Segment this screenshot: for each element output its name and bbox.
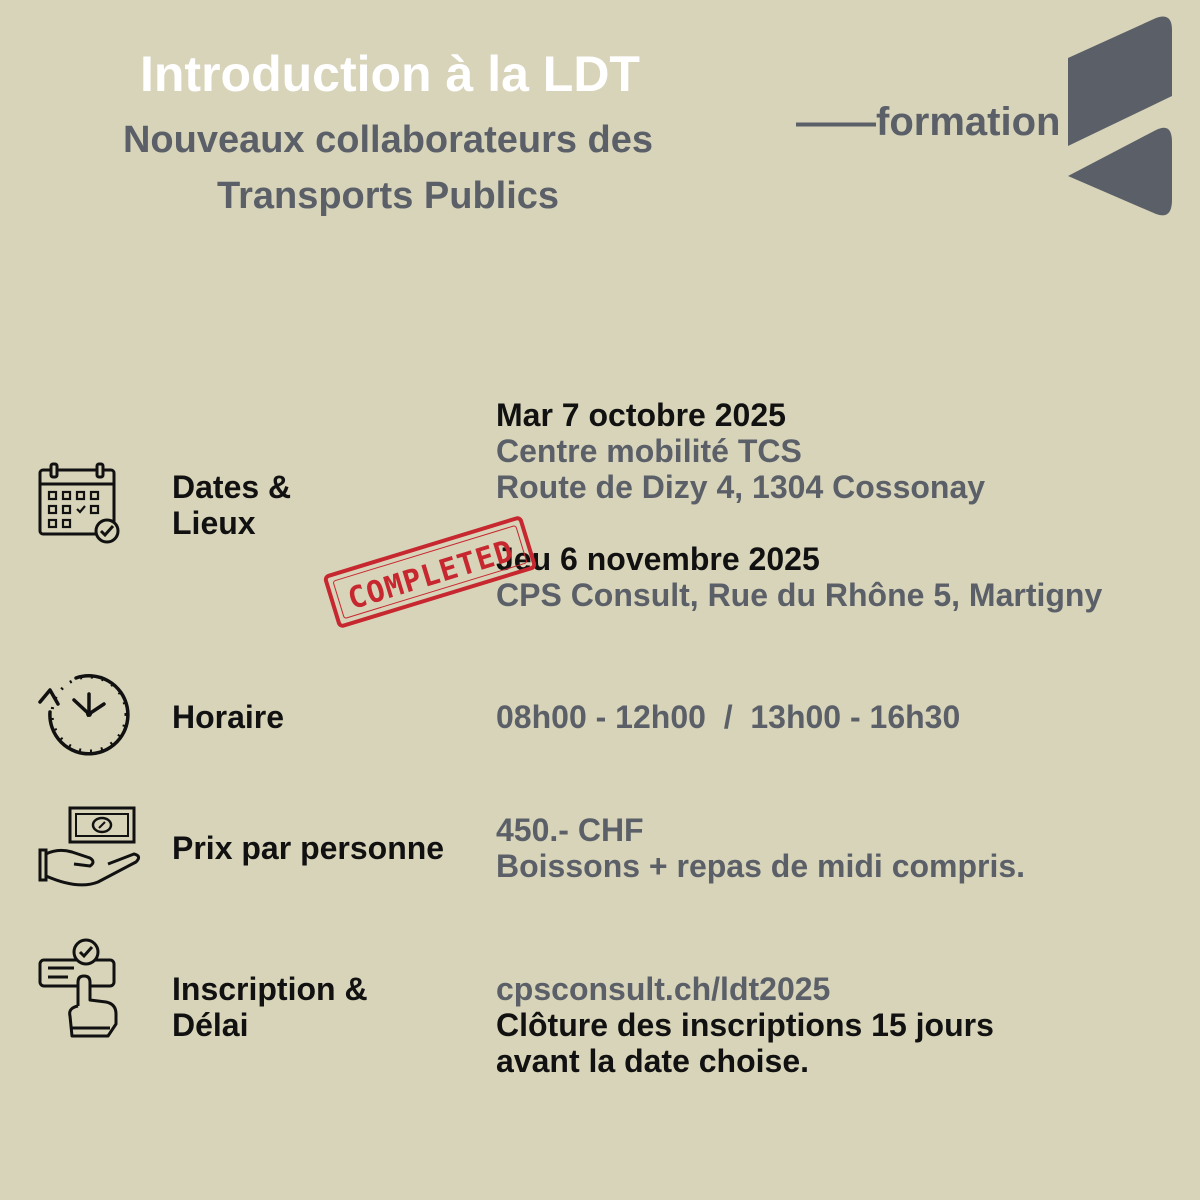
session-1-date: Mar 7 octobre 2025 bbox=[496, 397, 786, 433]
calendar-icon bbox=[38, 462, 122, 546]
company-logo bbox=[1066, 16, 1176, 220]
session-1-address: Route de Dizy 4, 1304 Cossonay bbox=[496, 469, 986, 505]
price-value: 450.- CHF bbox=[496, 812, 644, 848]
session-2-date: Jeu 6 novembre 2025 bbox=[496, 541, 820, 577]
horaire-value: 08h00 - 12h00 / 13h00 - 16h30 bbox=[496, 699, 961, 735]
inscription-label-line-1: Inscription & bbox=[172, 971, 368, 1007]
clock-icon bbox=[36, 672, 132, 758]
click-checklist-icon bbox=[38, 936, 122, 1040]
price-note: Boissons + repas de midi compris. bbox=[496, 848, 1026, 884]
page-title: Introduction à la LDT bbox=[140, 46, 640, 102]
session-1-place: Centre mobilité TCS bbox=[496, 433, 802, 469]
formation-tag: ——formation bbox=[796, 100, 1061, 144]
session-2-place: CPS Consult, Rue du Rhône 5, Martigny bbox=[496, 577, 1103, 613]
dates-label-line-1: Dates & bbox=[172, 469, 292, 505]
subtitle-line-2: Transports Publics bbox=[216, 175, 560, 217]
prix-label: Prix par personne bbox=[172, 830, 445, 866]
dates-label-line-2: Lieux bbox=[172, 505, 256, 541]
subtitle-line-1: Nouveaux collaborateurs des bbox=[122, 119, 654, 161]
horaire-label: Horaire bbox=[172, 699, 285, 735]
deadline-line-1: Clôture des inscriptions 15 jours bbox=[496, 1007, 994, 1043]
deadline-line-2: avant la date choise. bbox=[496, 1043, 810, 1079]
inscription-label bbox=[172, 971, 368, 1043]
dates-label bbox=[172, 469, 291, 541]
completed-stamp: COMPLETED bbox=[322, 515, 537, 629]
hand-money-icon bbox=[38, 804, 144, 892]
registration-link[interactable]: cpsconsult.ch/ldt2025 bbox=[496, 971, 831, 1007]
page-subtitle bbox=[80, 112, 696, 224]
inscription-label-line-2: Délai bbox=[172, 1007, 249, 1043]
